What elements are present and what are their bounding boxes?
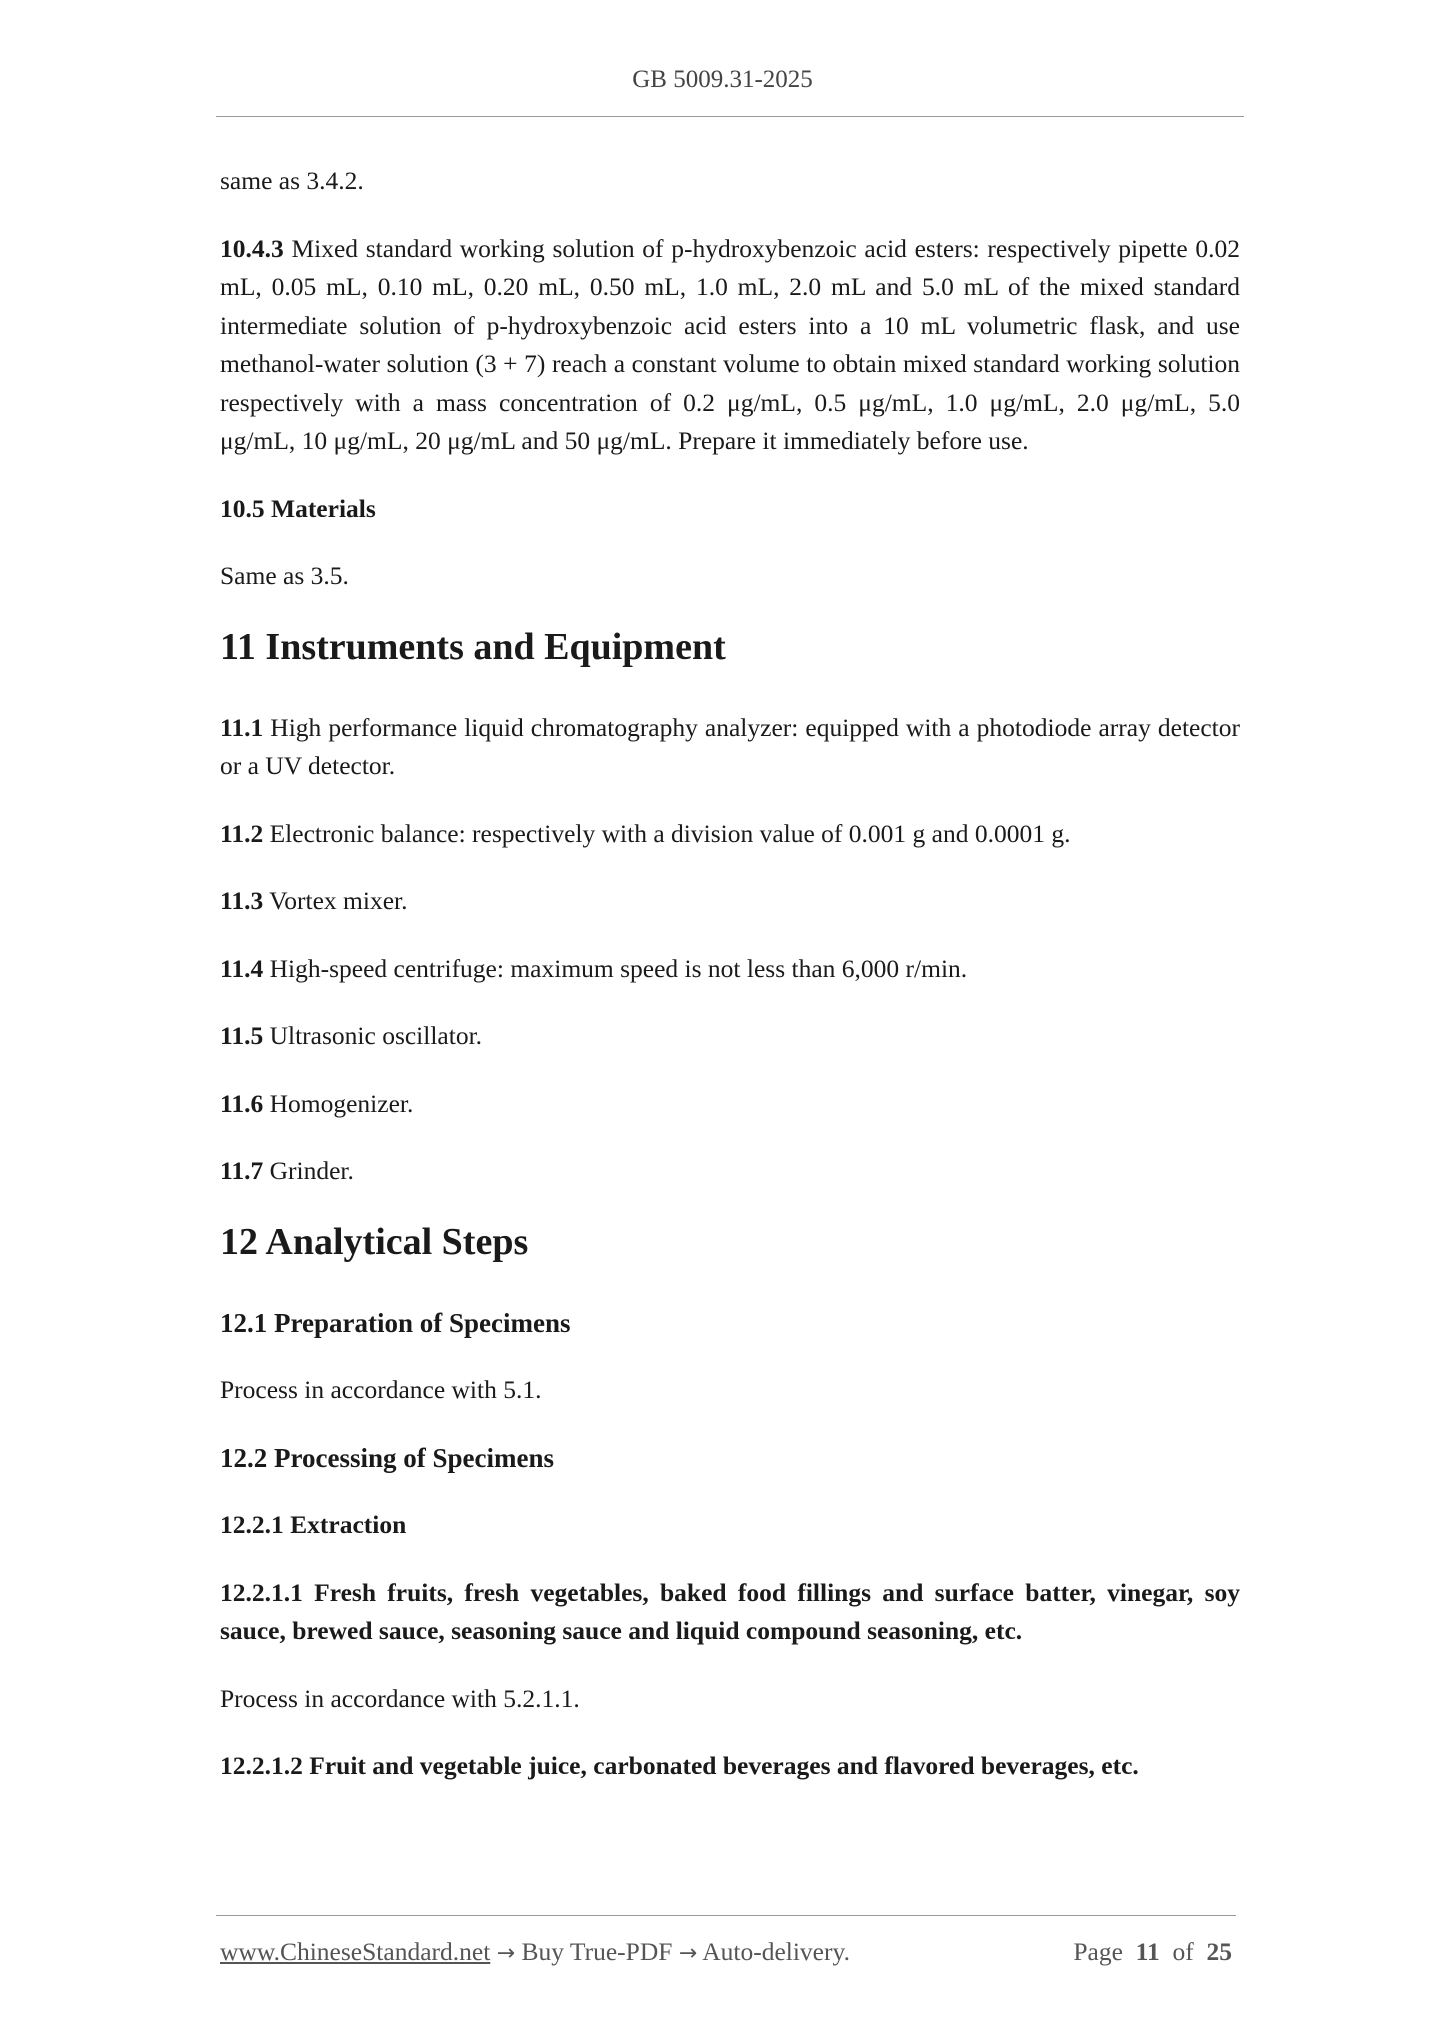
buy-true-pdf-text: Buy True-PDF [521,1937,673,1966]
clause-number: 11.5 [220,1021,264,1050]
page-counter [1073,1937,1232,1967]
clause-number: 10.4.3 [220,233,284,263]
header-divider [216,116,1244,117]
heading-12-1: 12.1 Preparation of Specimens [220,1307,571,1338]
item-11-2 [220,815,1240,854]
clause-number: 11.1 [220,712,264,742]
header-title: GB 5009.31-2025 [632,66,813,93]
website-link[interactable]: www.ChineseStandard.net [220,1937,491,1966]
heading-12-2-1-1: 12.2.1.1 Fresh fruits, fresh vegetables, baked food fillings and surface batter, vinegar, soy sauce, brewed sauce, seasoning sauce and liquid compound seasoning, etc. [220,1577,1240,1645]
clause-text: Mixed standard working solution of p-hydroxybenzoic acid esters: respectively pipette 0.02 mL, 0.05 mL, 0.10 mL, 0.20 mL, 0.50 mL, 1.0 mL, 2.0 mL and 5.0 mL of the mixed standard intermediate solution of p-hydroxybenzoic acid esters into a 10 mL volumetric flask, and use methanol-water solution (3 + 7) reach a constant volume to obtain mixed standard working solution respectively with a mass concentration of 0.2 μg/mL, 0.5 μg/mL, 1.0 μg/mL, 2.0 μg/mL, 5.0 μg/mL, 10 μg/mL, 20 μg/mL and 50 μg/mL. Prepare it immediately before use. [220,233,1240,455]
item-11-3 [220,882,1240,921]
page-label: Page [1073,1937,1123,1966]
page-body [220,162,1240,1815]
clause-number: 11.3 [220,886,264,915]
heading-10-5: 10.5 Materials [220,493,376,523]
paragraph-same-as-35: Same as 3.5. [220,561,349,590]
arrow-right-icon: → [496,1941,516,1966]
heading-11: 11 Instruments and Equipment [220,625,726,668]
item-11-4 [220,950,1240,989]
paragraph-same-as-342: same as 3.4.2. [220,166,364,195]
auto-delivery-text: Auto-delivery. [702,1937,850,1966]
item-11-6 [220,1085,1240,1124]
item-11-5 [220,1017,1240,1056]
clause-number: 11.7 [220,1156,264,1185]
heading-12-2-1-2: 12.2.1.2 Fruit and vegetable juice, carbonated beverages and flavored beverages, etc. [220,1751,1139,1780]
heading-12: 12 Analytical Steps [220,1220,529,1263]
heading-12-2-1: 12.2.1 Extraction [220,1510,407,1539]
paragraph-12-1: Process in accordance with 5.1. [220,1375,542,1404]
clause-text: Ultrasonic oscillator. [269,1021,483,1050]
clause-number: 11.6 [220,1088,264,1118]
clause-number: 11.2 [220,818,264,848]
current-page-number: 11 [1135,1937,1160,1966]
paragraph-10-4-3 [220,230,1240,461]
arrow-right-icon: → [678,1941,698,1966]
item-11-7 [220,1152,1240,1191]
clause-text: Electronic balance: respectively with a division value of 0.001 g and 0.0001 g. [269,818,1071,848]
of-label: of [1172,1937,1194,1966]
clause-text: High-speed centrifuge: maximum speed is not less than 6,000 r/min. [269,953,968,983]
item-11-1 [220,709,1240,786]
clause-text: High performance liquid chromatography analyzer: equipped with a photodiode array detector or a UV detector. [220,712,1241,780]
clause-text: Vortex mixer. [269,886,408,915]
clause-text: Homogenizer. [269,1088,414,1118]
clause-text: Grinder. [269,1156,354,1185]
footer-promo [220,1937,850,1967]
total-pages-number: 25 [1206,1937,1232,1966]
footer-divider [216,1915,1236,1916]
paragraph-12-2-1-1: Process in accordance with 5.2.1.1. [220,1683,580,1713]
heading-12-2: 12.2 Processing of Specimens [220,1442,554,1473]
clause-number: 11.4 [220,953,264,983]
